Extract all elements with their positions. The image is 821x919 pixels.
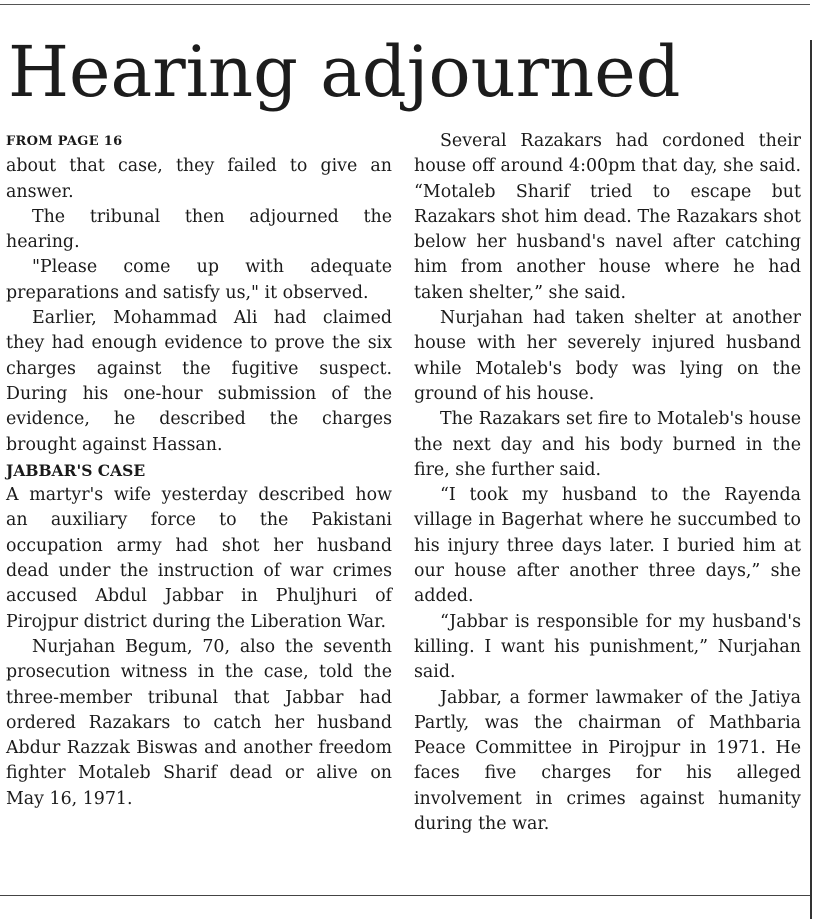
paragraph: “Jabbar is responsible for my husband's killing. I want his punishment,” Nurjahan said. <box>414 611 801 683</box>
continued-from-label: FROM PAGE 16 <box>6 134 123 149</box>
paragraph: A martyr's wife yesterday described how an auxiliary force to the Pakistani occupation army had shot her husband dead under the instruction of war crimes accused Abdul Jabbar in Phuljhuri of Pirojpur district during the Liberation War. <box>6 485 392 632</box>
column-rule-right <box>810 40 812 919</box>
headline: Hearing adjourned <box>8 31 681 113</box>
paragraph: about that case, they failed to give an answer. <box>6 156 392 202</box>
paragraph: Nurjahan Begum, 70, also the seventh prosecution witness in the case, told the three-member tribunal that Jabbar had ordered Razakars to catch her husband Abdur Razzak Biswas and another freedom fighter Motaleb Sharif dead or alive on May 16, 1971. <box>6 636 392 809</box>
paragraph: The tribunal then adjourned the hearing. <box>6 206 392 253</box>
bottom-rule <box>0 895 810 896</box>
paragraph: Several Razakars had cordoned their house off around 4:00pm that day, she said. “Motaleb Sharif tried to escape but Razakars shot him dead. The Razakars shot below her husband's navel after catching him from another house where he had taken shelter,” she said. <box>414 131 801 303</box>
paragraph: “I took my husband to the Rayenda village in Bagerhat where he succumbed to his injury three days later. I buried him at our house after another three days,” she added. <box>414 485 801 607</box>
article-column-right <box>414 129 801 837</box>
paragraph: "Please come up with adequate preparations and satisfy us," it observed. <box>6 257 392 303</box>
paragraph: Nurjahan had taken shelter at another house with her severely injured husband while Motaleb's body was lying on the ground of his house. <box>414 308 801 404</box>
paragraph: The Razakars set fire to Motaleb's house the next day and his body burned in the fire, she further said. <box>414 409 801 480</box>
paragraph: Jabbar, a former lawmaker of the Jatiya Partly, was the chairman of Mathbaria Peace Committee in Pirojpur in 1971. He faces five charges for his alleged involvement in crimes against humanity during the war. <box>414 687 801 835</box>
subheading: JABBAR'S CASE <box>6 460 146 480</box>
article-column-left <box>6 129 392 812</box>
top-rule <box>0 4 810 5</box>
paragraph: Earlier, Mohammad Ali had claimed they had enough evidence to prove the six charges against the fugitive suspect. During his one-hour submission of the evidence, he described the charges brought against Hassan. <box>6 308 392 455</box>
